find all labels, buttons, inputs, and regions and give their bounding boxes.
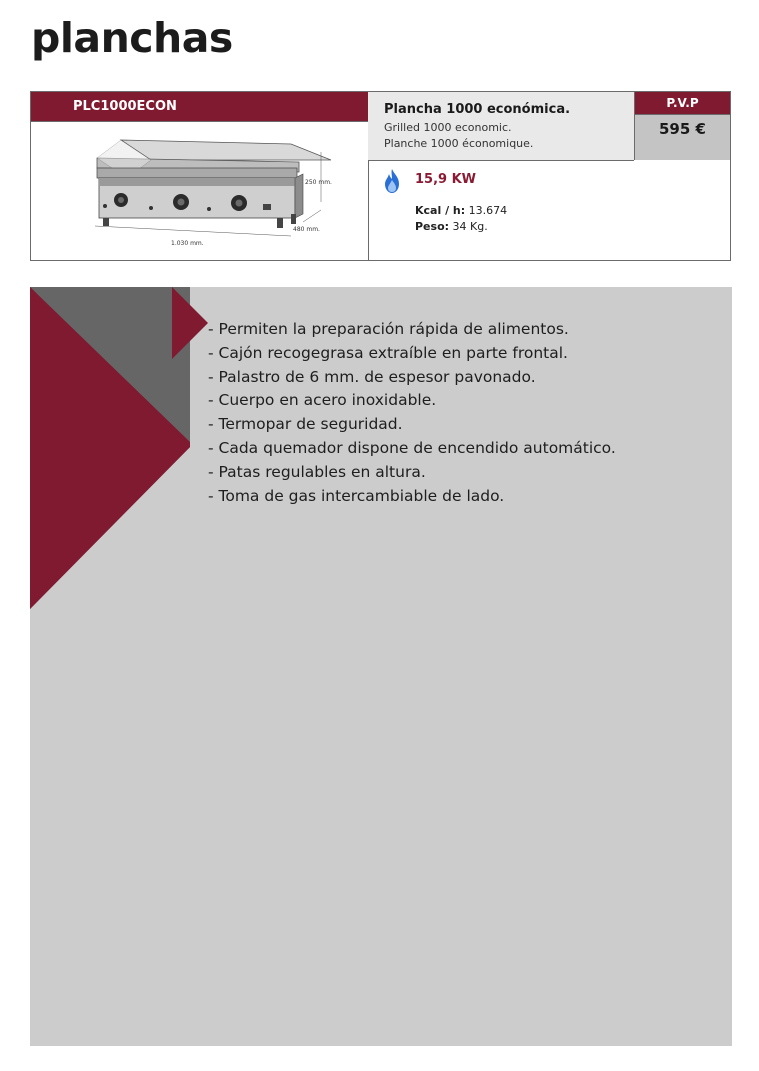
weight-line <box>415 220 488 233</box>
product-name-fr: Planche 1000 économique. <box>384 137 534 150</box>
product-name-en: Grilled 1000 economic. <box>384 121 512 134</box>
feature-item: - Cuerpo en acero inoxidable. <box>208 391 437 410</box>
kcal-line <box>415 204 507 217</box>
price-column <box>634 92 730 160</box>
feature-item: - Patas regulables en altura. <box>208 462 426 481</box>
power-rating: 15,9 KW <box>415 172 477 187</box>
flame-icon <box>382 168 402 194</box>
kcal-value: 13.674 <box>468 204 508 217</box>
price-label: P.V.P <box>635 92 730 115</box>
feature-item: - Permiten la preparación rápida de alimentos. <box>208 320 569 338</box>
depth-dimension: 480 mm. <box>293 226 320 233</box>
product-name: Plancha 1000 económica. <box>384 102 571 117</box>
width-dimension: 1.030 mm. <box>171 240 204 247</box>
kcal-label: Kcal / h: <box>415 204 466 217</box>
product-code: PLC1000ECON <box>31 92 368 122</box>
feature-item: - Cada quemador dispone de encendido automático. <box>208 438 616 457</box>
features-panel <box>30 287 732 1046</box>
feature-list <box>208 318 616 508</box>
height-dimension: 250 mm. <box>305 179 332 186</box>
page-title: planchas <box>31 14 233 62</box>
feature-item: - Cajón recogegrasa extraíble en parte frontal. <box>208 343 568 362</box>
product-card <box>30 91 731 261</box>
spec-area <box>368 160 730 260</box>
weight-value: 34 Kg. <box>452 220 488 233</box>
griddle-image <box>91 130 361 252</box>
description-area <box>368 92 634 161</box>
feature-item: - Toma de gas intercambiable de lado. <box>208 486 505 505</box>
decorative-triangles <box>30 287 210 617</box>
product-image-column <box>31 92 369 260</box>
weight-label: Peso: <box>415 220 450 233</box>
price-value: 595 € <box>635 115 730 160</box>
feature-item: - Termopar de seguridad. <box>208 415 403 434</box>
feature-item: - Palastro de 6 mm. de espesor pavonado. <box>208 367 536 386</box>
